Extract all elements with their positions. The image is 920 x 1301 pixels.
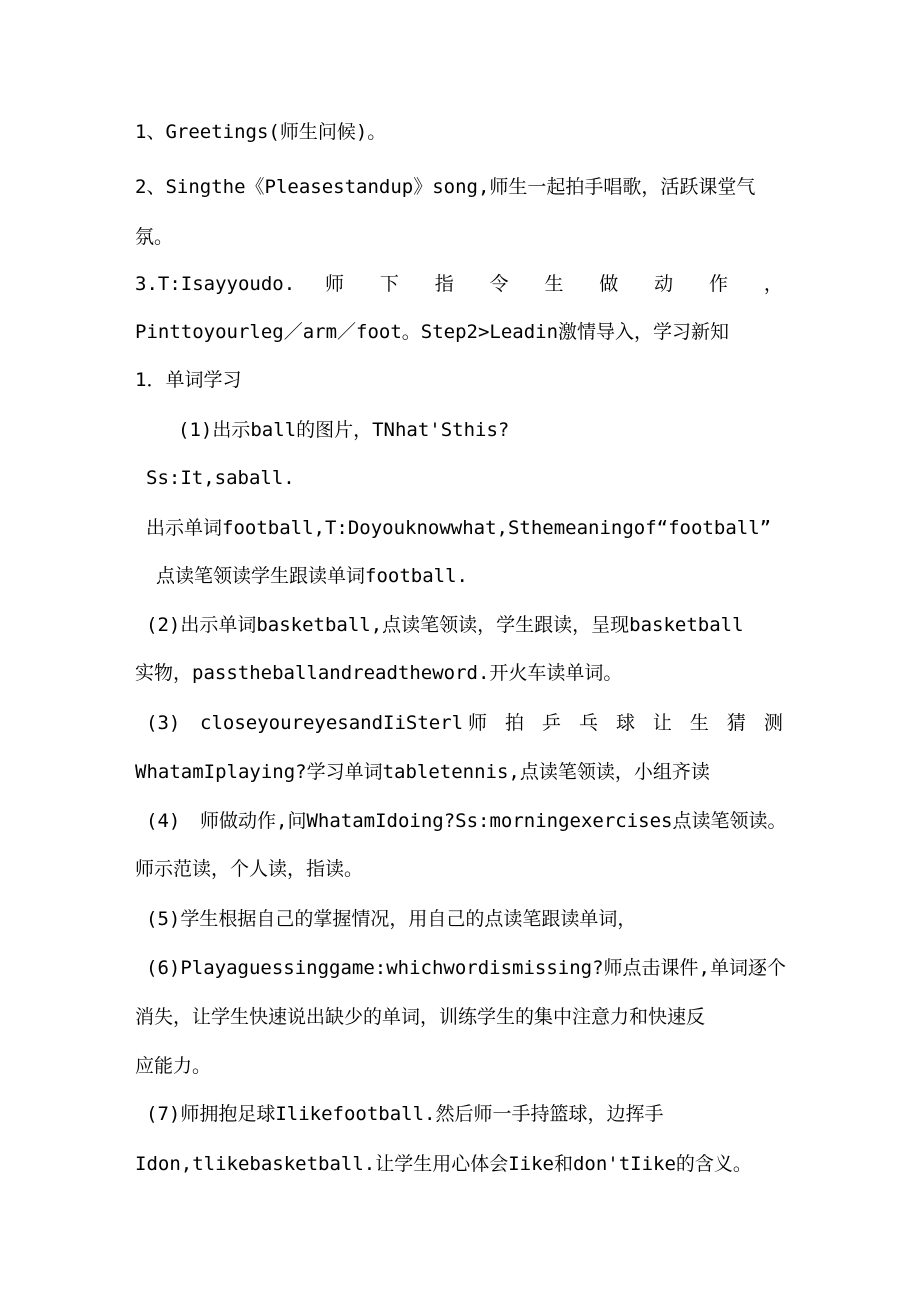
spread-char: 球 [615, 712, 635, 734]
section-heading-vocabulary: 1．单词学习 [135, 369, 242, 391]
step-4-demo-read: 师示范读，个人读，指读。 [135, 858, 364, 880]
step-3-label: (3) [146, 712, 181, 734]
paragraph-i-say-you-do: 3.T:Isayyoudo. [135, 273, 296, 295]
spread-char: 生 [689, 712, 709, 734]
step-6-guessing-game: (6)Playaguessinggame:whichwordismissing?师点击课件,单词逐个 [146, 957, 786, 979]
step-1-read-football: 点读笔领读学生跟读单词football. [156, 565, 468, 587]
step-6-guessing-game-cont: 消失，让学生快速说出缺少的单词，训练学生的集中注意力和快速反 [135, 1006, 706, 1028]
paragraph-point-to: Pinttoyourleg／arm／foot。Step2>Leadin激情导入，学习新知 [135, 321, 730, 343]
spread-char: 指 [434, 273, 454, 295]
step-5-self-read: (5)学生根据自己的掌握情况，用自己的点读笔跟读单词， [146, 908, 637, 930]
spread-char: 生 [544, 273, 564, 295]
spread-char: 让 [652, 712, 672, 734]
paragraph-sing-song-cont: 氛。 [135, 226, 174, 248]
spread-char: 测 [763, 712, 783, 734]
spread-text-instructions [325, 272, 783, 296]
spread-char: 下 [379, 273, 399, 295]
step-4-label: (4) [146, 810, 181, 832]
spread-char: 猜 [726, 712, 746, 734]
step-2-basketball-cont: 实物，passtheballandreadtheword.开火车读单词。 [135, 662, 623, 684]
step-1-show-ball: (1)出示ball的图片，TNhat'Sthis? [178, 419, 510, 441]
spread-char: 师 [468, 712, 488, 734]
spread-char: 做 [599, 273, 619, 295]
step-6-guessing-game-end: 应能力。 [135, 1055, 212, 1077]
step-3-close-eyes: closeyoureyesandIiSterl [200, 712, 464, 734]
spread-char: 拍 [504, 712, 524, 734]
spread-char: 乓 [578, 712, 598, 734]
step-3-what-am-i-playing: WhatamIplaying?学习单词tabletennis,点读笔领读，小组齐读 [135, 761, 710, 783]
spread-text-table-tennis [468, 711, 783, 735]
step-1-answer: Ss:It,saball. [146, 467, 295, 489]
step-4-actions: 师做动作,问WhatamIdoing?Ss:morningexercises点读笔领读。 [200, 810, 787, 832]
spread-char: 令 [489, 273, 509, 295]
paragraph-sing-song: 2、Singthe《Pleasestandup》song,师生一起拍手唱歌，活跃课堂气 [135, 176, 756, 198]
paragraph-greetings: 1、Greetings(师生问候)。 [135, 121, 387, 143]
step-7-like-football: (7)师拥抱足球Ilikefootball.然后师一手持篮球，边挥手 [146, 1103, 664, 1125]
spread-char: 动 [654, 273, 674, 295]
step-2-basketball: (2)出示单词basketball,点读笔领读，学生跟读，呈现basketball [146, 614, 744, 636]
step-7-dont-like-basketball: Idon,tlikebasketball.让学生用心体会Iike和don'tIike的含义。 [135, 1153, 752, 1175]
spread-char: 作 [709, 273, 729, 295]
step-1-show-football: 出示单词football,T:Doyouknowwhat,Sthemeaningof“football” [146, 517, 772, 539]
spread-char: ， [763, 273, 783, 295]
spread-char: 乒 [541, 712, 561, 734]
spread-char: 师 [325, 273, 345, 295]
